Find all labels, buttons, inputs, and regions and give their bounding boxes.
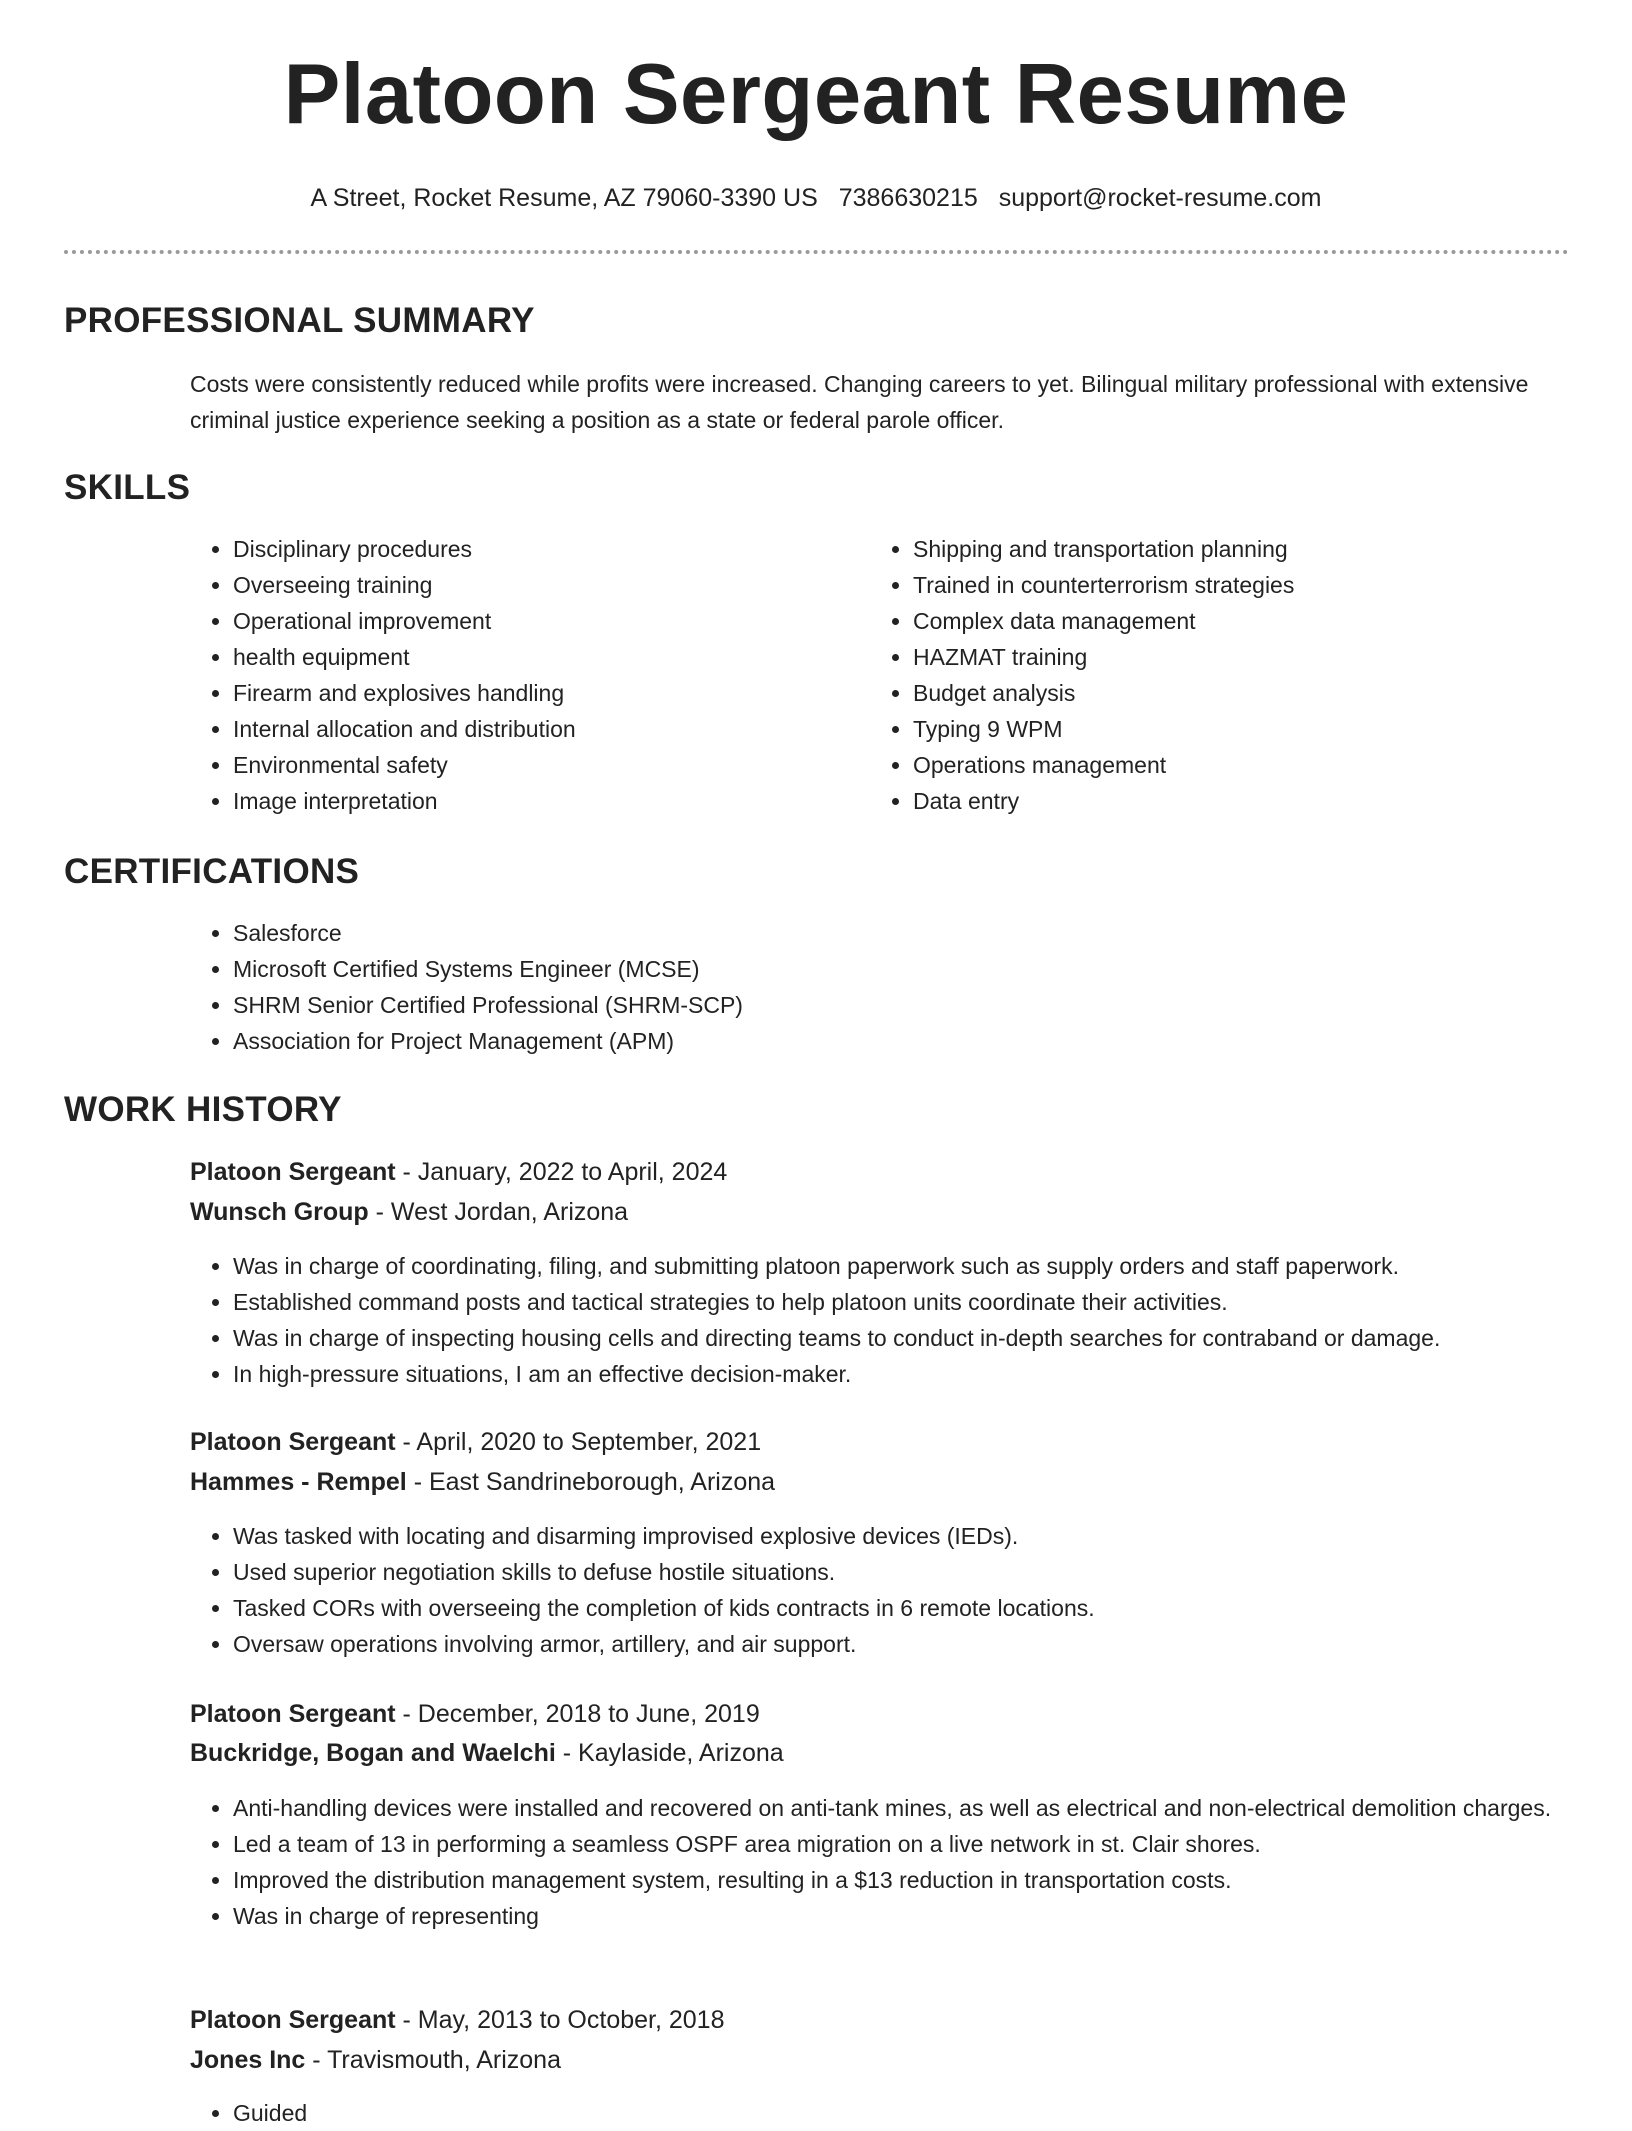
job-company: Hammes - Rempel [190, 1468, 407, 1496]
job-bullet: • Was in charge of coordinating, filing, and submitting platoon paperwork such as supply orders and staff paperwork. [233, 1248, 1613, 1284]
job-bullet: • Tasked CORs with overseeing the completion of kids contracts in 6 remote locations. [233, 1590, 1613, 1626]
contact-phone: 7386630215 [838, 184, 978, 212]
job-title-line [190, 2005, 725, 2035]
job-bullet: • Oversaw operations involving armor, artillery, and air support. [233, 1626, 1613, 1662]
certification-item: • Association for Project Management (APM) [233, 1023, 1603, 1059]
job-location: - West Jordan, Arizona [368, 1198, 629, 1226]
summary-heading: PROFESSIONAL SUMMARY [64, 301, 535, 340]
job-bullet: • Used superior negotiation skills to defuse hostile situations. [233, 1554, 1613, 1590]
skill-item: • Firearm and explosives handling [233, 675, 853, 711]
certification-item: • SHRM Senior Certified Professional (SHRM-SCP) [233, 987, 1603, 1023]
contact-line [0, 183, 1632, 213]
skill-item: • Operational improvement [233, 603, 853, 639]
skill-item: • Shipping and transportation planning [913, 531, 1593, 567]
job-bullets [190, 1248, 1613, 1392]
job-bullet: • Was in charge of inspecting housing cells and directing teams to conduct in-depth searches for contraband or damage. [233, 1320, 1613, 1356]
job-bullet: • Led a team of 13 in performing a seamless OSPF area migration on a live network in st. Clair shores. [233, 1826, 1613, 1862]
job-dates: - April, 2020 to September, 2021 [395, 1428, 762, 1456]
skill-item: • HAZMAT training [913, 639, 1593, 675]
skill-item: • Disciplinary procedures [233, 531, 853, 567]
job-bullets [190, 2095, 1613, 2131]
skill-item: • Budget analysis [913, 675, 1593, 711]
certification-item: • Salesforce [233, 915, 1603, 951]
job-dates: - January, 2022 to April, 2024 [395, 1158, 728, 1186]
certifications-heading: CERTIFICATIONS [64, 852, 360, 891]
job-location: - Kaylaside, Arizona [555, 1739, 784, 1767]
skill-item: • Environmental safety [233, 747, 853, 783]
skills-list-right [870, 531, 1593, 819]
summary-text: Costs were consistently reduced while profits were increased. Changing careers to yet. Bilingual military professional with extensive criminal justice experience seeking a position as a state or federal parole officer. [190, 371, 1529, 433]
job-bullet: • Improved the distribution management system, resulting in a $13 reduction in transportation costs. [233, 1862, 1613, 1898]
job-title-line [190, 1699, 760, 1729]
job-company-line [190, 1738, 784, 1768]
job-dates: - December, 2018 to June, 2019 [395, 1700, 760, 1728]
job-company-line [190, 2045, 561, 2075]
skills-heading: SKILLS [64, 468, 191, 507]
job-company: Wunsch Group [190, 1198, 369, 1226]
skill-item: • Operations management [913, 747, 1593, 783]
job-location: - Travismouth, Arizona [305, 2046, 561, 2074]
skill-item: • Data entry [913, 783, 1593, 819]
contact-address: A Street, Rocket Resume, AZ 79060-3390 US [310, 184, 818, 212]
job-bullets [190, 1518, 1613, 1662]
skill-item: • Complex data management [913, 603, 1593, 639]
job-bullet: • Anti-handling devices were installed and recovered on anti-tank mines, as well as electrical and non-electrical demolition charges. [233, 1790, 1613, 1826]
job-bullet: • In high-pressure situations, I am an effective decision-maker. [233, 1356, 1613, 1392]
job-company-line [190, 1197, 628, 1227]
job-bullet: • Guided [233, 2095, 1613, 2131]
job-title-line [190, 1427, 761, 1457]
contact-email: support@rocket-resume.com [998, 184, 1322, 212]
skill-item: • Overseeing training [233, 567, 853, 603]
resume-title: Platoon Sergeant Resume [283, 47, 1349, 142]
skill-item: • health equipment [233, 639, 853, 675]
job-company: Jones Inc [190, 2046, 306, 2074]
skill-item: • Trained in counterterrorism strategies [913, 567, 1593, 603]
job-company: Buckridge, Bogan and Waelchi [190, 1739, 556, 1767]
job-bullets [190, 1790, 1613, 1934]
job-company-line [190, 1467, 775, 1497]
job-dates: - May, 2013 to October, 2018 [395, 2006, 725, 2034]
work-history-heading: WORK HISTORY [64, 1090, 342, 1129]
job-location: - East Sandrineborough, Arizona [406, 1468, 776, 1496]
skill-item: • Internal allocation and distribution [233, 711, 853, 747]
skill-item: • Image interpretation [233, 783, 853, 819]
job-role: Platoon Sergeant [190, 1428, 396, 1456]
job-role: Platoon Sergeant [190, 1700, 396, 1728]
header-divider [64, 250, 1569, 254]
job-bullet: • Was in charge of representing [233, 1898, 1613, 1934]
job-bullet: • Was tasked with locating and disarming improvised explosive devices (IEDs). [233, 1518, 1613, 1554]
skills-list-left [190, 531, 853, 819]
job-role: Platoon Sergeant [190, 2006, 396, 2034]
certification-item: • Microsoft Certified Systems Engineer (MCSE) [233, 951, 1603, 987]
job-role: Platoon Sergeant [190, 1158, 396, 1186]
job-bullet: • Established command posts and tactical strategies to help platoon units coordinate their activities. [233, 1284, 1613, 1320]
skill-item: • Typing 9 WPM [913, 711, 1593, 747]
job-title-line [190, 1157, 727, 1187]
certifications-list [190, 915, 1603, 1059]
